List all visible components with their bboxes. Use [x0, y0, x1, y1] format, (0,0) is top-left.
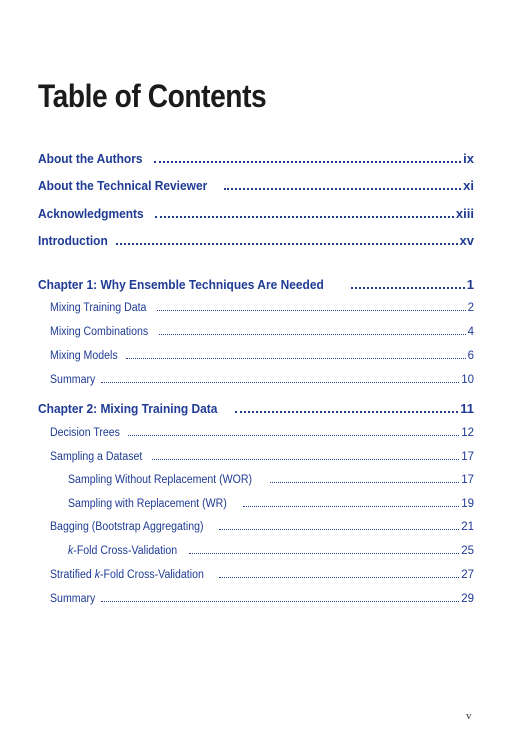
toc-entry-label: Summary	[50, 593, 96, 605]
toc-entry-label: About the Technical Reviewer	[38, 178, 208, 193]
dot-leader	[157, 310, 466, 311]
dot-leader	[126, 358, 466, 359]
toc-entry[interactable]	[38, 178, 474, 193]
dot-leader	[154, 161, 462, 163]
toc-entry-page: xiii	[455, 206, 474, 221]
dot-leader	[219, 529, 459, 530]
toc-entry-page: 27	[461, 569, 474, 581]
toc-entry[interactable]	[38, 151, 474, 166]
toc-entry-label: Decision Trees	[50, 427, 120, 439]
toc-entry-page: 29	[461, 593, 474, 605]
toc-entry-page: 17	[461, 451, 474, 463]
toc-entry-page: 2	[467, 302, 474, 314]
toc-entry-label: Stratified k-Fold Cross-Validation	[50, 569, 204, 581]
toc-entry-label: Acknowledgments	[38, 206, 144, 221]
toc-entry[interactable]	[68, 474, 474, 486]
toc-entry[interactable]	[38, 233, 474, 248]
toc-entry[interactable]	[50, 593, 474, 605]
toc-entry-label: Introduction	[38, 233, 108, 248]
page-number: v	[466, 710, 472, 722]
toc-entry-label: Summary	[50, 374, 96, 386]
toc-entry-page: 17	[461, 474, 474, 486]
toc-entry-label: Mixing Training Data	[50, 302, 147, 314]
dot-leader	[152, 459, 459, 460]
dot-leader	[101, 382, 459, 383]
toc-entry[interactable]	[50, 521, 474, 533]
toc-entry-page: 25	[461, 545, 474, 557]
toc-entry[interactable]	[38, 277, 474, 292]
dot-leader	[235, 411, 458, 413]
toc-entry-label: About the Authors	[38, 151, 143, 166]
dot-leader	[243, 506, 460, 507]
toc-entry[interactable]	[50, 374, 474, 386]
toc-entry[interactable]	[68, 545, 474, 557]
dot-leader	[351, 287, 465, 289]
toc-entry-label: Mixing Combinations	[50, 326, 149, 338]
dot-leader	[224, 188, 461, 190]
dot-leader	[219, 577, 459, 578]
toc-entry[interactable]	[38, 206, 474, 221]
toc-entry-page: xv	[459, 233, 474, 248]
dot-leader	[116, 243, 458, 245]
toc-entry-page: 10	[461, 374, 474, 386]
toc-entry[interactable]	[68, 498, 474, 510]
toc-entry[interactable]	[50, 427, 474, 439]
toc-entry-page: 6	[467, 350, 474, 362]
page-title: Table of Contents	[38, 78, 267, 114]
toc-entry-label: Sampling a Dataset	[50, 451, 143, 463]
toc-entry-page: 21	[461, 521, 474, 533]
toc-entry-page: 11	[460, 401, 474, 416]
dot-leader	[159, 334, 466, 335]
toc-entry[interactable]	[50, 326, 474, 338]
dot-leader	[101, 601, 459, 602]
toc-entry-label: k-Fold Cross-Validation	[68, 545, 178, 557]
toc-entry[interactable]	[50, 451, 474, 463]
toc-entry-label: Sampling Without Replacement (WOR)	[68, 474, 253, 486]
toc-entry[interactable]	[50, 302, 474, 314]
toc-entry[interactable]	[50, 350, 474, 362]
toc-entry-label: Sampling with Replacement (WR)	[68, 498, 227, 510]
toc-entry-label: Chapter 2: Mixing Training Data	[38, 401, 218, 416]
toc-entry-page: 12	[461, 427, 474, 439]
dot-leader	[270, 482, 459, 483]
toc-entry-label: Bagging (Bootstrap Aggregating)	[50, 521, 204, 533]
toc-entry-page: 1	[466, 277, 474, 292]
toc-entry-label: Chapter 1: Why Ensemble Techniques Are Needed	[38, 277, 324, 292]
toc-entry-page: ix	[463, 151, 474, 166]
dot-leader	[155, 216, 454, 218]
toc-entry-page: 19	[461, 498, 474, 510]
toc-entry-label: Mixing Models	[50, 350, 118, 362]
dot-leader	[189, 553, 460, 554]
toc-entry-page: 4	[467, 326, 474, 338]
toc-entry[interactable]	[50, 569, 474, 581]
toc-entry[interactable]	[38, 401, 474, 416]
dot-leader	[128, 435, 459, 436]
toc-entry-page: xi	[463, 178, 474, 193]
